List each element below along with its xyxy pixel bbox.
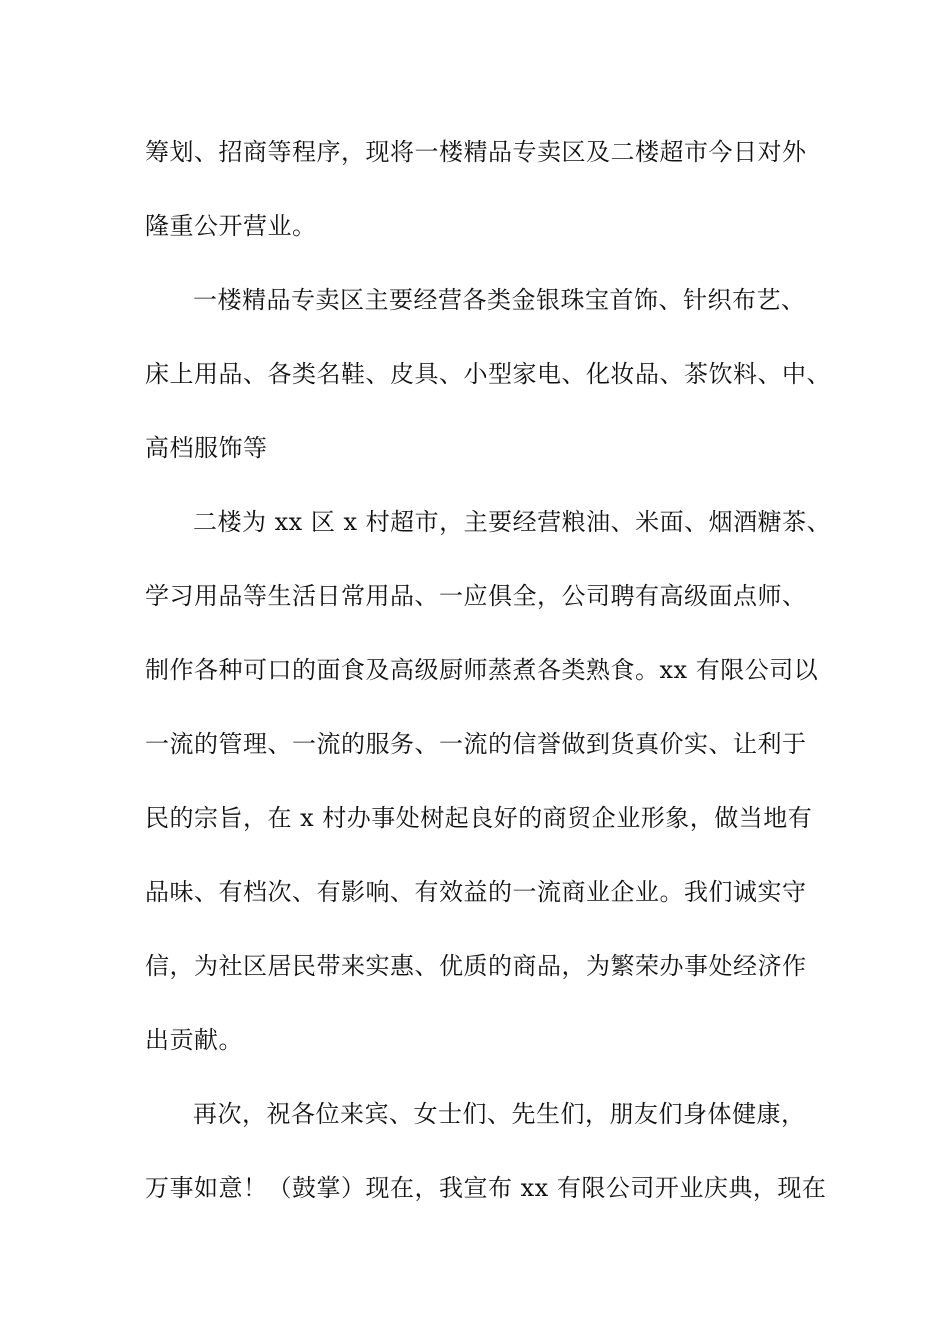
- text-line-6: 二楼为 xx 区 x 村超市，主要经营粮油、米面、烟酒糖茶、: [193, 508, 832, 536]
- text-line-13: 出贡献。: [145, 1026, 243, 1054]
- text-line-4: 床上用品、各类名鞋、皮具、小型家电、化妆品、茶饮料、中、: [145, 360, 831, 388]
- text-line-14: 再次，祝各位来宾、女士们、先生们，朋友们身体健康，: [193, 1100, 806, 1128]
- text-line-11: 品味、有档次、有影响、有效益的一流商业企业。我们诚实守: [145, 878, 807, 906]
- text-line-5: 高档服饰等: [145, 434, 268, 462]
- text-line-7: 学习用品等生活日常用品、一应俱全，公司聘有高级面点师、: [145, 582, 807, 610]
- text-line-2: 隆重公开营业。: [145, 212, 317, 240]
- text-line-15: 万事如意！（鼓掌）现在，我宣布 xx 有限公司开业庆典，现在: [145, 1174, 827, 1202]
- text-line-3: 一楼精品专卖区主要经营各类金银珠宝首饰、针织布艺、: [193, 286, 806, 314]
- text-line-9: 一流的管理、一流的服务、一流的信誉做到货真价实、让利于: [145, 730, 807, 758]
- text-line-1: 筹划、招商等程序，现将一楼精品专卖区及二楼超市今日对外: [145, 138, 807, 166]
- text-line-10: 民的宗旨，在 x 村办事处树起良好的商贸企业形象，做当地有: [145, 804, 813, 832]
- text-line-8: 制作各种可口的面食及高级厨师蒸煮各类熟食。xx 有限公司以: [145, 656, 819, 684]
- text-line-12: 信，为社区居民带来实惠、优质的商品，为繁荣办事处经济作: [145, 952, 807, 980]
